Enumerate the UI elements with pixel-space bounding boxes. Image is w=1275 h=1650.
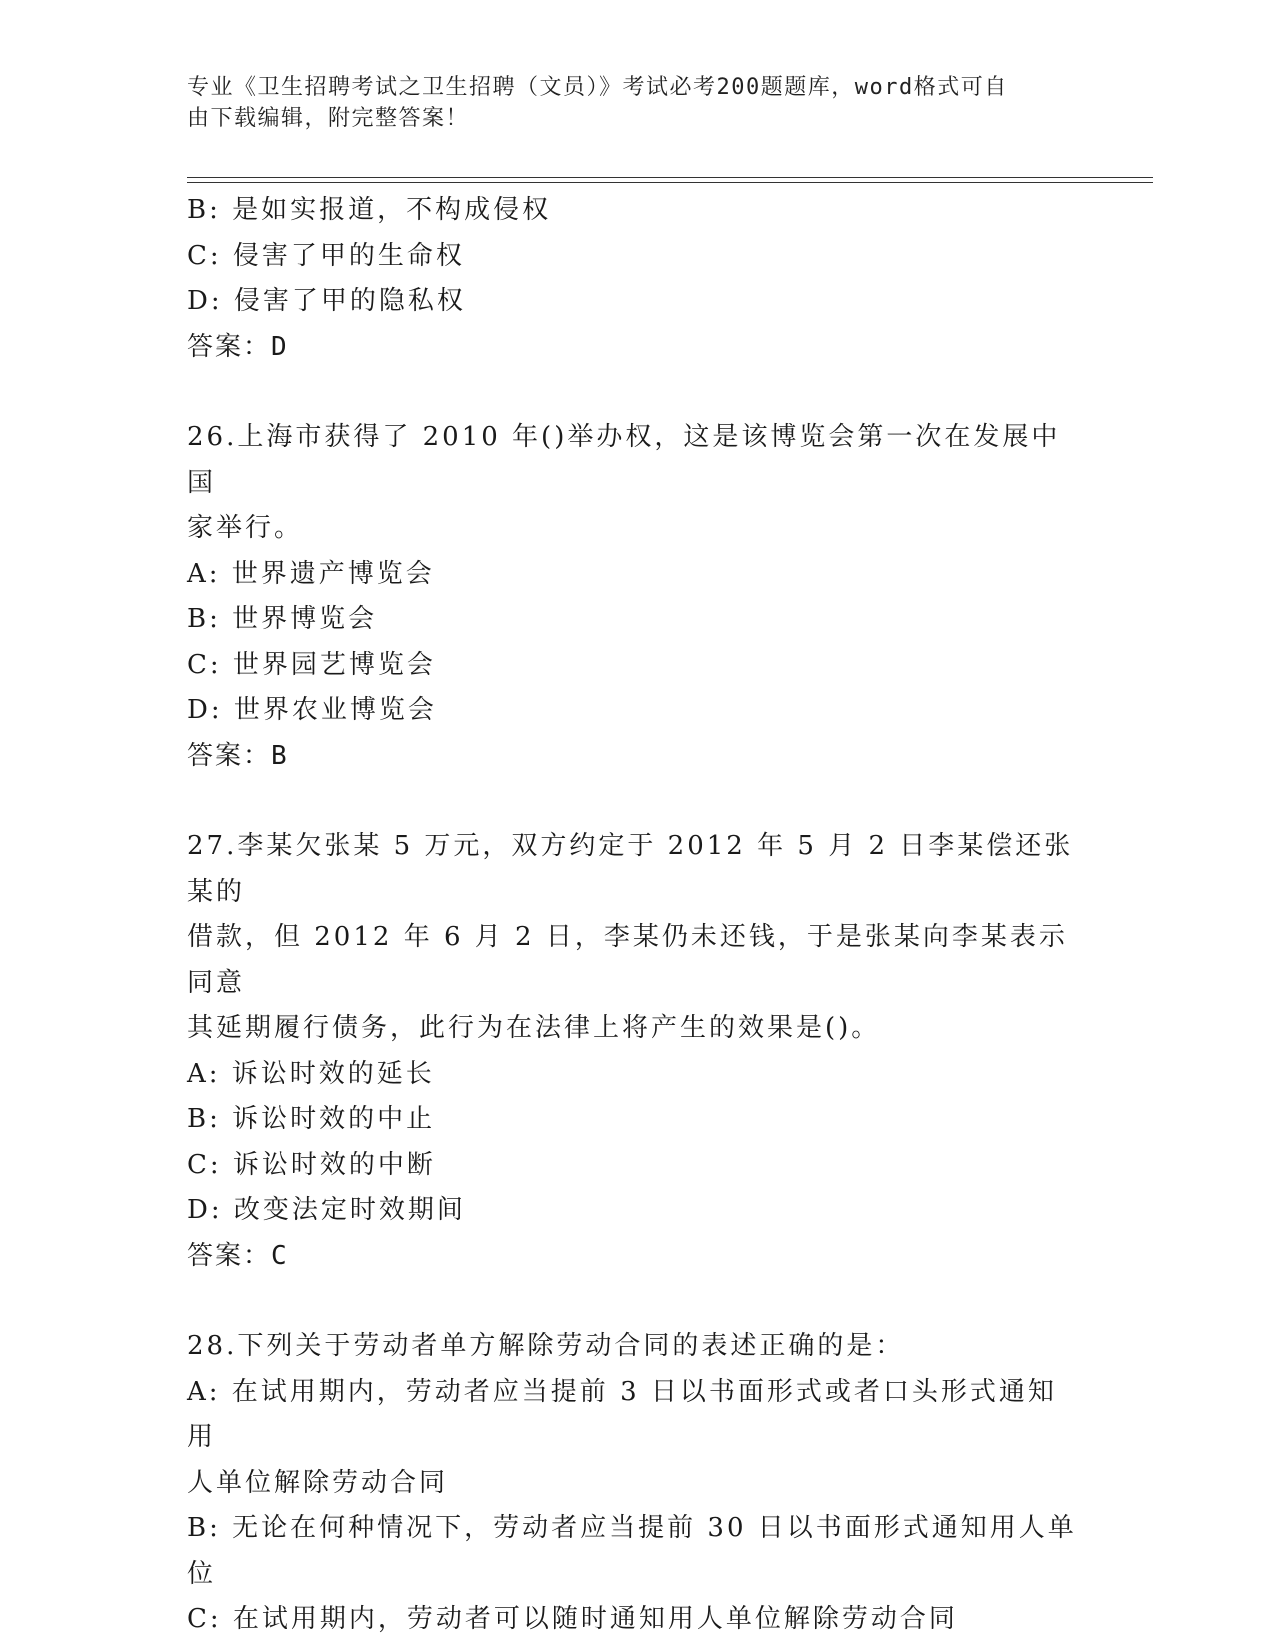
answer-label: 答案： — [187, 740, 272, 771]
answer-line — [187, 734, 1077, 780]
option-c: C: 世界园艺博览会 — [187, 649, 436, 680]
option-b: B: 无论在何种情况下，劳动者应当提前 30 日以书面形式通知用人单 — [187, 1513, 1077, 1543]
option-b: B: 诉讼时效的中止 — [187, 1104, 436, 1134]
option-a: A: 诉讼时效的延长 — [187, 1058, 435, 1089]
document-header — [187, 72, 1067, 134]
header-line-2: 由下载编辑，附完整答案！ — [187, 106, 470, 131]
option-d: D: 世界农业博览会 — [187, 695, 437, 725]
option-b: B: 是如实报道，不构成侵权 — [187, 195, 552, 225]
answer-value: B — [271, 740, 289, 771]
question-stem-cont: 其延期履行债务，此行为在法律上将产生的效果是()。 — [187, 1013, 881, 1043]
answer-line — [187, 325, 1077, 371]
question-27 — [187, 824, 1077, 1279]
option-d: D: 改变法定时效期间 — [187, 1195, 466, 1225]
option-a: A: 世界遗产博览会 — [187, 558, 435, 589]
answer-label: 答案： — [187, 331, 272, 362]
answer-label: 答案： — [187, 1240, 272, 1271]
question-stem: 26.上海市获得了 2010 年()举办权，这是该博览会第一次在发展中国 — [187, 422, 1061, 498]
question-stem-cont: 借款，但 2012 年 6 月 2 日，李某仍未还钱，于是张某向李某表示同意 — [187, 922, 1068, 998]
spacer — [187, 1279, 1077, 1324]
option-c: C: 诉讼时效的中断 — [187, 1149, 436, 1180]
option-a: A: 在试用期内，劳动者应当提前 3 日以书面形式或者口头形式通知用 — [187, 1376, 1057, 1452]
spacer — [187, 370, 1077, 415]
question-25 — [187, 188, 1077, 370]
answer-value: D — [271, 331, 289, 362]
document-body — [187, 188, 1077, 1643]
option-a-cont: 人单位解除劳动合同 — [187, 1467, 449, 1498]
question-28 — [187, 1324, 1077, 1643]
answer-value: C — [271, 1240, 289, 1271]
spacer — [187, 779, 1077, 824]
question-stem-cont: 家举行。 — [187, 513, 304, 543]
option-d: D: 侵害了甲的隐私权 — [187, 286, 466, 316]
question-stem: 27.李某欠张某 5 万元，双方约定于 2012 年 5 月 2 日李某偿还张某的 — [187, 831, 1074, 907]
header-rule-top — [187, 177, 1153, 178]
option-c: C: 在试用期内，劳动者可以随时通知用人单位解除劳动合同 — [187, 1604, 958, 1634]
question-stem: 28.下列关于劳动者单方解除劳动合同的表述正确的是： — [187, 1331, 905, 1361]
option-b: B: 世界博览会 — [187, 604, 378, 634]
answer-line — [187, 1234, 1077, 1280]
option-c: C: 侵害了甲的生命权 — [187, 240, 465, 271]
header-rule-bottom — [187, 182, 1153, 183]
question-26 — [187, 415, 1077, 779]
option-b-cont: 位 — [187, 1558, 217, 1589]
header-line-1: 专业《卫生招聘考试之卫生招聘（文员）》考试必考200题题库，word格式可自 — [187, 75, 1008, 100]
